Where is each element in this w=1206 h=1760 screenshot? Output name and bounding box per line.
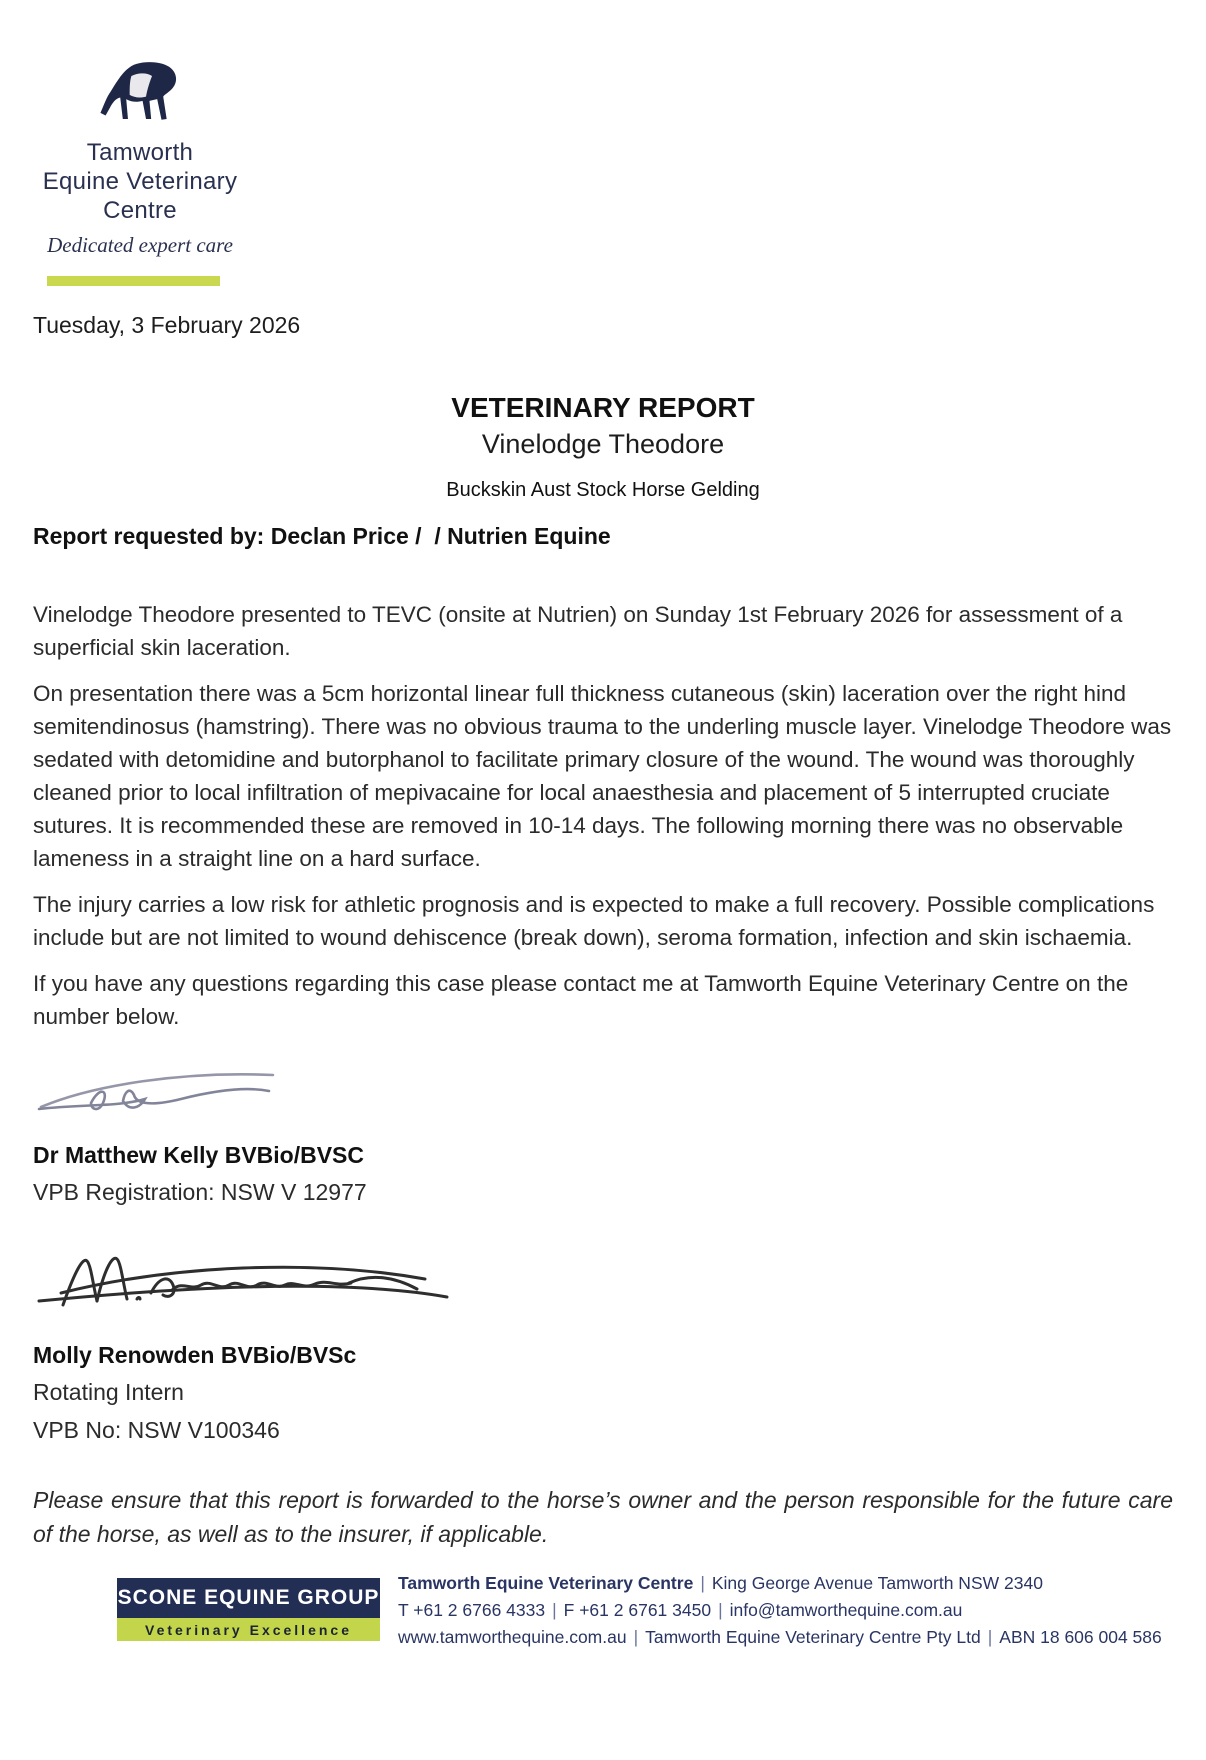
footer-separator: | xyxy=(633,1627,639,1647)
brand-name xyxy=(38,138,242,225)
brand-name-line1: Tamworth xyxy=(86,139,194,166)
footer-fax: F +61 2 6761 3450 xyxy=(563,1600,712,1620)
brand-logo xyxy=(38,58,242,258)
footer-line-2 xyxy=(398,1597,1162,1624)
report-subject: Vinelodge Theodore xyxy=(481,429,725,459)
signatory-renowden xyxy=(33,1337,1206,1449)
footer-separator: | xyxy=(700,1573,705,1593)
footer-email: info@tamworthequine.com.au xyxy=(729,1600,963,1620)
signature-renowden-image xyxy=(33,1239,463,1323)
closing-note: Please ensure that this report is forwarded to the horse’s owner and the person responsible for the future care of the horse, as well as to the insurer, if applicable. xyxy=(33,1487,1173,1547)
footer-address: King George Avenue Tamworth NSW 2340 xyxy=(711,1573,1043,1593)
footer-contact-block xyxy=(398,1570,1162,1651)
title-block xyxy=(0,391,1206,503)
footer-phone: T +61 2 6766 4333 xyxy=(398,1600,546,1620)
footer-abn: ABN 18 606 004 586 xyxy=(999,1627,1162,1647)
signatory-name: Molly Renowden BVBio/BVSc xyxy=(33,1342,357,1368)
footer-separator: | xyxy=(987,1627,993,1647)
brand-name-line2: Equine Veterinary xyxy=(42,168,238,195)
horse-logo-icon xyxy=(97,58,183,130)
report-paragraph-1: Vinelodge Theodore presented to TEVC (onsite at Nutrien) on Sunday 1st February 2026 for assessment of a superficial skin laceration. xyxy=(33,602,1123,660)
signature-kelly-image xyxy=(33,1049,293,1123)
brand-tagline: Dedicated expert care xyxy=(47,233,233,257)
report-subject-detail: Buckskin Aust Stock Horse Gelding xyxy=(446,479,760,501)
report-paragraph-2: On presentation there was a 5cm horizontal linear full thickness cutaneous (skin) laceration over the right hind semitendinosus (hamstring). There was no obvious trauma to the underling muscle layer. Vinelodge Theodore was sedated with detomidine and butorphanol to facilitate primary closure of the wound. The wound was thoroughly cleaned prior to local infiltration of mepivacaine for local anaesthesia and placement of 5 interrupted cruciate sutures. It is recommended these are removed in 10-14 days. The following morning there was no observable lameness in a straight line on a hard surface. xyxy=(33,681,1172,871)
report-paragraph-3: The injury carries a low risk for athletic prognosis and is expected to make a full recovery. Possible complications include but are not limited to wound dehiscence (break down), seroma formation, infection and skin ischaemia. xyxy=(33,892,1155,950)
footer-line-1 xyxy=(398,1570,1162,1597)
report-requested-by: Report requested by: Declan Price / / Nutrien Equine xyxy=(33,523,611,549)
signatory-kelly xyxy=(33,1137,1206,1211)
brand-accent-bar xyxy=(47,276,220,286)
footer-org-name: Tamworth Equine Veterinary Centre xyxy=(398,1573,694,1593)
report-paragraph-4: If you have any questions regarding this case please contact me at Tamworth Equine Veterinary Centre on the number below. xyxy=(33,971,1129,1029)
scone-group-name: SCONE EQUINE GROUP xyxy=(117,1578,380,1618)
footer-separator: | xyxy=(718,1600,723,1620)
report-title: VETERINARY REPORT xyxy=(451,392,755,423)
footer-separator: | xyxy=(552,1600,557,1620)
scone-equine-group-logo xyxy=(117,1578,380,1641)
footer xyxy=(0,1568,1206,1698)
signatory-role: Rotating Intern xyxy=(33,1379,184,1405)
scone-group-tagline: Veterinary Excellence xyxy=(117,1618,380,1641)
letter-date: Tuesday, 3 February 2026 xyxy=(33,312,301,338)
footer-line-3 xyxy=(398,1624,1162,1651)
brand-name-line3: Centre xyxy=(103,197,177,224)
signatory-registration: VPB Registration: NSW V 12977 xyxy=(33,1179,367,1205)
signatory-registration: VPB No: NSW V100346 xyxy=(33,1417,280,1443)
report-body xyxy=(33,598,1173,1033)
footer-company: Tamworth Equine Veterinary Centre Pty Ltd xyxy=(645,1627,981,1647)
footer-website: www.tamworthequine.com.au xyxy=(398,1627,627,1647)
signatory-name: Dr Matthew Kelly BVBio/BVSC xyxy=(33,1142,364,1168)
